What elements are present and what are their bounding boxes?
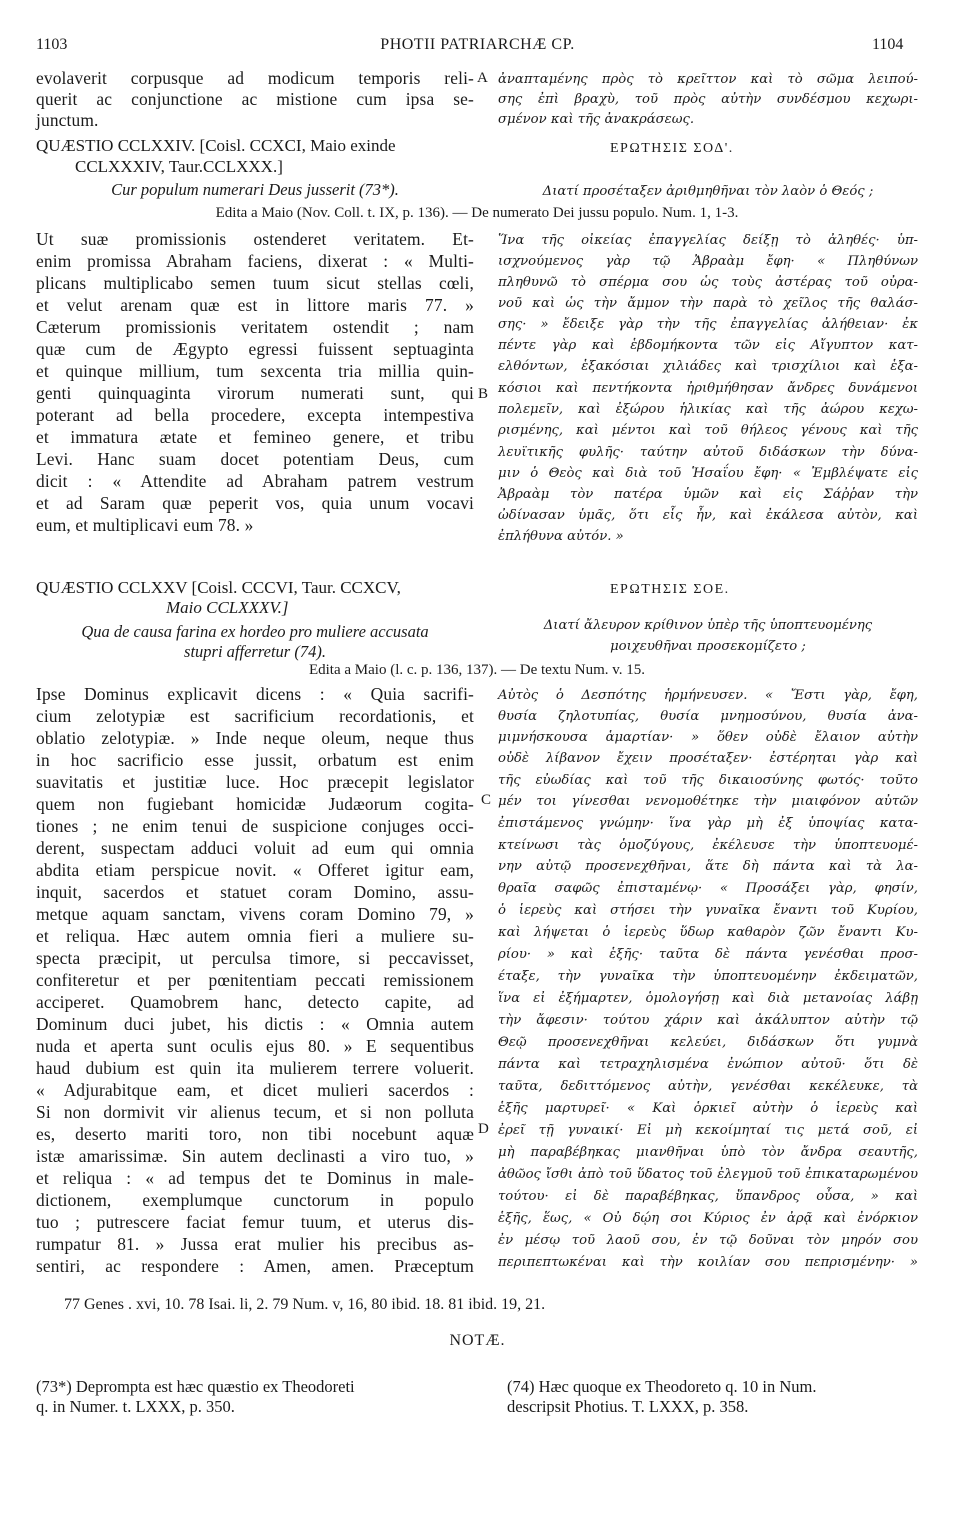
text-line: haud dubium est quin ita mulierem terrere voluerit. <box>36 1058 474 1078</box>
text-line: ὁ ἱερεὺς καὶ στήσει τὴν γυναῖκα ἔναντι τοῦ Κυρίου, <box>498 903 918 918</box>
notes-title: NOTÆ. <box>449 1332 506 1349</box>
page-number-right: 1104 <box>872 36 904 53</box>
text-line: σης ἐπὶ βραχὺ, τοῦ πρὸς αὐτὴν συνδέσμου κεχωρι- <box>498 92 918 107</box>
question-heading-greek: ΕΡΩΤΗΣΙΣ ΣΟΔ'. <box>610 141 734 156</box>
text-line: oblatio zelotypiæ. » Inde neque oleum, neque thus <box>36 728 474 748</box>
text-line: Cæterum promissionis veritatem ostendit ; nam <box>36 317 474 337</box>
text-line: θραῖα σαφῶς ἐπισταμένῳ· « Προσάξει γὰρ, φησίν, <box>498 881 918 896</box>
text-line: καὶ λήψεται ὁ ἱερεὺς ὕδωρ καθαρὸν ζῶν ἔναντι Κυ- <box>498 925 918 940</box>
text-line: σμένον καὶ τῆς ἀνακράσεως. <box>498 112 695 127</box>
running-title: PHOTII PATRIARCHÆ CP. <box>380 36 575 53</box>
text-line: ἀθῶος ἴσθι ἀπὸ τοῦ ὕδατος τοῦ ἐλεγμοῦ τοῦ ἐπικαταρωμένου <box>498 1167 918 1182</box>
text-line: et ad Saram quæ peperit vos, quia unum vocavi <box>36 493 474 513</box>
text-line: μέν τοι γίνεσθαι νενομοθέτηκε τὴν μιαιφόνον αὐτῶν <box>498 794 918 809</box>
text-line: ελθόντων, ἑξακόσιαι χιλιάδες καὶ τρισχίλιοι καὶ ἑξα- <box>498 359 918 374</box>
text-line: querit ac conjunctione ac mistione cum ipsa se- <box>36 89 474 109</box>
text-line: Ἵνα τῆς οἰκείας ἐπαγγελίας δείξῃ τὸ ἀληθές· ὑπ- <box>498 233 918 248</box>
text-line: metque aquam sanctam, vivens coram Domino 79, » <box>36 904 474 924</box>
text-line: Θεῷ προσενεχθῆναι κελεύει, διδάσκων ὅτι γυμνὰ <box>498 1035 918 1050</box>
note-73: (73*) Deprompta est hæc quæstio ex Theodoreti <box>36 1377 355 1396</box>
text-line: in hoc sacrificio esse jussit, orbatum est enim <box>36 750 474 770</box>
text-line: Dominum duci jubet, his dictis : « Omnia autem <box>36 1014 474 1034</box>
margin-letter-c: C <box>481 792 492 808</box>
text-line: μιν ὁ Θεὸς καὶ διὰ τοῦ Ἡσαΐου ἔφη· « Ἐμβλέψατε εἰς <box>498 466 918 481</box>
text-line: quæ cum de Ægypto egressi fuissent septuaginta <box>36 339 474 359</box>
note-73-cont: q. in Numer. t. LXXX, p. 350. <box>36 1397 235 1416</box>
margin-letter-b: B <box>478 386 489 402</box>
scripture-footnotes: 77 Genes . xvi, 10. 78 Isai. li, 2. 79 Num. v, 16, 80 ibid. 18. 81 ibid. 19, 21. <box>64 1296 546 1313</box>
text-line: evolaverit corpusque ad modicum temporis reli- <box>36 68 474 88</box>
text-line: dictionem, exemplumque cunctorum in populo <box>36 1190 474 1210</box>
text-line: istæ amarissimæ. Sin autem declinasti a viro tuo, » <box>36 1146 474 1166</box>
text-line: specta præcipit, ut perculsa timore, si peccavisset, <box>36 948 474 968</box>
text-line: tiones ; ne enim tenui de suspicione conjuges occi- <box>36 816 474 836</box>
text-line: ἑξῆς, ἕως, « Οὐ δῴη σοι Κύριος ἐν ἀρᾷ καὶ ἐνόρκιον <box>498 1211 918 1226</box>
text-line: ἵνα εἰ ἐξήμαρτεν, ὁμολογήσῃ καὶ διὰ μετανοίας λάβῃ <box>498 991 918 1006</box>
text-line: πέντε γὰρ καὶ ἑβδομήκοντα τῶν εἰς Αἴγυπτον κατ- <box>498 338 918 353</box>
text-line: abdita etiam perspicue novit. « Offeret igitur eam, <box>36 860 474 880</box>
text-line: τῆς εὐωδίας καὶ τοῦ τῆς δικαιοσύνης φωτός· τοῦτο <box>498 773 918 788</box>
text-line: dicit : « Attendite ad Abraham patrem vestrum <box>36 471 474 491</box>
question-heading-latin: QUÆSTIO CCLXXV [Coisl. CCCVI, Taur. CCXCV, <box>36 578 401 597</box>
text-line: ρίου· » καὶ ἑξῆς· ταῦτα δὲ πάντα γενέσθαι προσ- <box>498 947 918 962</box>
text-line: et reliqua : « ad tempus det te Dominus in male- <box>36 1168 474 1188</box>
text-line: et immatura ætate et femineo genere, et tribu <box>36 427 474 447</box>
text-line: τὴν ἄφεσιν· τούτου χάριν καὶ ἀκάλυπτον αὐτὴν τῷ <box>498 1013 918 1028</box>
text-line: πολεμεῖν, καὶ ἐξώρου ἡλικίας καὶ τῆς ἀώρου κεχω- <box>498 402 918 417</box>
text-line: νοῦ καὶ ὡς τὴν ἄμμον τὴν παρὰ τὸ χεῖλος τῆς θαλάσ- <box>498 296 918 311</box>
question-subtitle-latin: Cur populum numerari Deus jusserit (73*). <box>111 180 399 199</box>
text-line: confiteretur et per pœnitentiam peccati remissionem <box>36 970 474 990</box>
text-line: ρισμένης, καὶ μέντοι καὶ τοῦ θήλεος γένους καὶ τῆς <box>498 423 918 438</box>
text-line: sentiri, ac respondere : Amen, amen. Præceptum <box>36 1256 474 1276</box>
margin-letter-d: D <box>478 1121 489 1137</box>
text-line: ἐπλήθυνα αὐτόν. » <box>498 529 624 544</box>
text-line: νην αὐτῷ προσενεχθῆναι, ἅτε δὴ πάντα καὶ τὰ λα- <box>498 859 918 874</box>
text-line: ἐπιστάμενος γνώμην· ἵνα γὰρ μὴ ἐξ ὑποψίας κατα- <box>498 816 918 831</box>
text-line: πάντα καὶ τετραχηλισμένα ἐνώπιον αὐτοῦ· ὅτι δὲ <box>498 1057 918 1072</box>
text-line: ἐρεῖ τῇ γυναικί· Εἰ μὴ κεκοίμηταί τις μετά σοῦ, εἰ <box>498 1123 918 1138</box>
text-line: Ἀβραὰμ τὸν πατέρα ὑμῶν καὶ εἰς Σάῤῥαν τὴν <box>498 487 918 502</box>
text-line: σης· » ἔδειξε γὰρ τὴν τῆς ἐπαγγελίας ἀλήθειαν· ἐκ <box>498 317 918 332</box>
question-subtitle-latin-cont: stupri afferretur (74). <box>184 642 326 661</box>
edition-note: Edita a Maio (l. c. p. 136, 137). — De textu Num. v. 15. <box>308 662 646 678</box>
text-line: οὐδὲ λίβανον ἔχειν προσέταξεν· ἐστέρηται γὰρ καὶ <box>498 751 918 766</box>
question-subtitle-greek: Διατί ἄλευρον κρίθινον ὑπὲρ τῆς ὑποπτευομένης <box>543 618 873 633</box>
text-line: suavitatis et justitiæ luce. Hoc præcepit legislator <box>36 772 474 792</box>
text-line: μιμνήσκουσα ἁμαρτίαν· » ὅθεν οὐδὲ ἔλαιον αὐτὴν <box>498 730 918 745</box>
text-line: Si non dormivit vir alienus tecum, et si non polluta <box>36 1102 474 1122</box>
text-line: ὠδίνασαν ὑμᾶς, ὅτι εἷς ἦν, καὶ ἐκάλεσα αὐτὸν, καὶ <box>498 508 918 523</box>
text-line: rumpatur 81. » Jussa erat mulier his precibus as- <box>36 1234 474 1254</box>
text-line: et reliqua. Hæc autem omnia fieri a muliere su- <box>36 926 474 946</box>
text-line: eum, et multiplicavi eum 78. » <box>36 515 254 535</box>
text-line: derent, suspectam adduci voluit ad eum qui omnia <box>36 838 474 858</box>
text-line: Ipse Dominus explicavit dicens : « Quia sacrifi- <box>36 684 474 704</box>
text-line: θυσία ζηλοτυπίας, θυσία μνημοσύνου, θυσία ἀνα- <box>498 709 918 724</box>
text-line: περιπεπτωκέναι καὶ τὴν κοιλίαν σου πεπρισμένην· » <box>498 1255 918 1270</box>
text-line: nuda et aperta sunt oculis ejus 80. » E sequentibus <box>36 1036 474 1056</box>
text-line: enim promissa Abraham faciens, dixerat : « Multi- <box>36 251 474 271</box>
text-line: acciperet. Quamobrem hanc, detecto capite, ad <box>36 992 474 1012</box>
text-line: ἀναπταμένης πρὸς τὸ κρεῖττον καὶ τὸ σῶμα λειπού- <box>498 72 918 87</box>
text-line: et quinque millium, tum sexcenta tria millia quin- <box>36 361 474 381</box>
text-line: πληθυνῶ τὸ σπέρμα σου ὡς τοὺς ἀστέρας τοῦ οὐρα- <box>498 275 918 290</box>
question-heading-latin-cont: CCLXXXIV, Taur.CCLXXX.] <box>75 157 283 176</box>
text-line: κτείνωσι τὰς ὁμοζύγους, ἐκέλευσε τὴν ὑποπτευομέ- <box>498 838 918 853</box>
text-line: plicans multiplicabo semen tuum sicut stellas cœli, <box>36 273 474 293</box>
text-line: quem non fugiebant homicidæ Judæorum cogita- <box>36 794 474 814</box>
text-line: λευϊτικῆς φυλῆς· ταύτην αὐτοῦ διδάσκων τὴν δύνα- <box>498 445 918 460</box>
question-heading-greek: ΕΡΩΤΗΣΙΣ ΣΟΕ. <box>610 582 730 597</box>
text-line: et velut arenam quæ est in littore maris 77. » <box>36 295 474 315</box>
text-line: ισχνούμενος γὰρ τῷ Ἀβραὰμ ἔφη· « Πληθύνων <box>498 254 918 269</box>
question-heading-latin: QUÆSTIO CCLXXIV. [Coisl. CCXCI, Maio exinde <box>36 136 396 155</box>
text-line: poterant ad bella procedere, excepta intempestiva <box>36 405 474 425</box>
text-line: ταῦτα, δεδιττόμενος αὐτὴν, γενέσθαι κεκέλευκε, τὰ <box>498 1079 918 1094</box>
text-line: tuo ; putrescere faciat femur tuum, et uterus dis- <box>36 1212 474 1232</box>
question-subtitle-greek-cont: μοιχευθῆναι προσεκομίζετο ; <box>610 639 806 654</box>
text-line: junctum. <box>36 110 99 130</box>
text-line: Levi. Hanc suam docet potentiam Deus, cum <box>36 449 474 469</box>
text-line: τούτου· εἰ δὲ παραβέβηκας, ὕπανδρος οὖσα, » καὶ <box>498 1189 918 1204</box>
text-line: έταξε, τὴν γυναῖκα τὴν ὑποπτευομένην ἐκδειματῶν, <box>498 969 918 984</box>
page-number-left: 1103 <box>36 36 68 53</box>
text-line: Αὐτὸς ὁ Δεσπότης ἡρμήνευσεν. « Ἔστι γὰρ, ἔφη, <box>498 688 918 703</box>
text-line: cium zelotypiæ est sacrificium recordationis, et <box>36 706 474 726</box>
question-subtitle-latin: Qua de causa farina ex hordeo pro muliere accusata <box>81 622 429 641</box>
text-line: « Adjurabitque eam, et dicet mulieri sacerdos : <box>36 1080 474 1100</box>
text-line: ἐν μέσῳ τοῦ λαοῦ σου, ἐν τῷ δοῦναι τὸν μηρόν σου <box>498 1233 918 1248</box>
margin-letter-a: A <box>477 70 488 86</box>
question-heading-latin-cont: Maio CCLXXXV.] <box>166 598 289 617</box>
note-74: (74) Hæc quoque ex Theodoreto q. 10 in Num. <box>507 1377 817 1396</box>
text-line: μὴ παραβέβηκας μιανθῆναι ὑπὸ τὸν ἄνδρα σεαυτῆς, <box>498 1145 918 1160</box>
text-line: genti quinquaginta virorum numerati sunt, qui <box>36 383 474 403</box>
text-line: inquit, sacerdos et statuet coram Domino, assu- <box>36 882 474 902</box>
edition-note: Edita a Maio (Nov. Coll. t. IX, p. 136). — De numerato Dei jussu populo. Num. 1, 1-3. <box>215 205 739 221</box>
question-subtitle-greek: Διατί προσέταξεν ἀριθμηθῆναι τὸν λαὸν ὁ Θεός ; <box>542 184 874 199</box>
text-line: Ut suæ promissionis ostenderet veritatem. Et- <box>36 229 474 249</box>
text-line: ἑξῆς μαρτυρεῖ· « Καὶ ὁρκιεῖ αὐτὴν ὁ ἱερεὺς καὶ <box>498 1101 918 1116</box>
text-line: es, deserto mariti toro, non tibi nocebunt aquæ <box>36 1124 474 1144</box>
note-74-cont: descripsit Photius. T. LXXX, p. 358. <box>507 1397 749 1416</box>
text-line: κόσιοι καὶ πεντήκοντα ἠριθμήθησαν ἄνδρες δυνάμενοι <box>498 381 918 396</box>
